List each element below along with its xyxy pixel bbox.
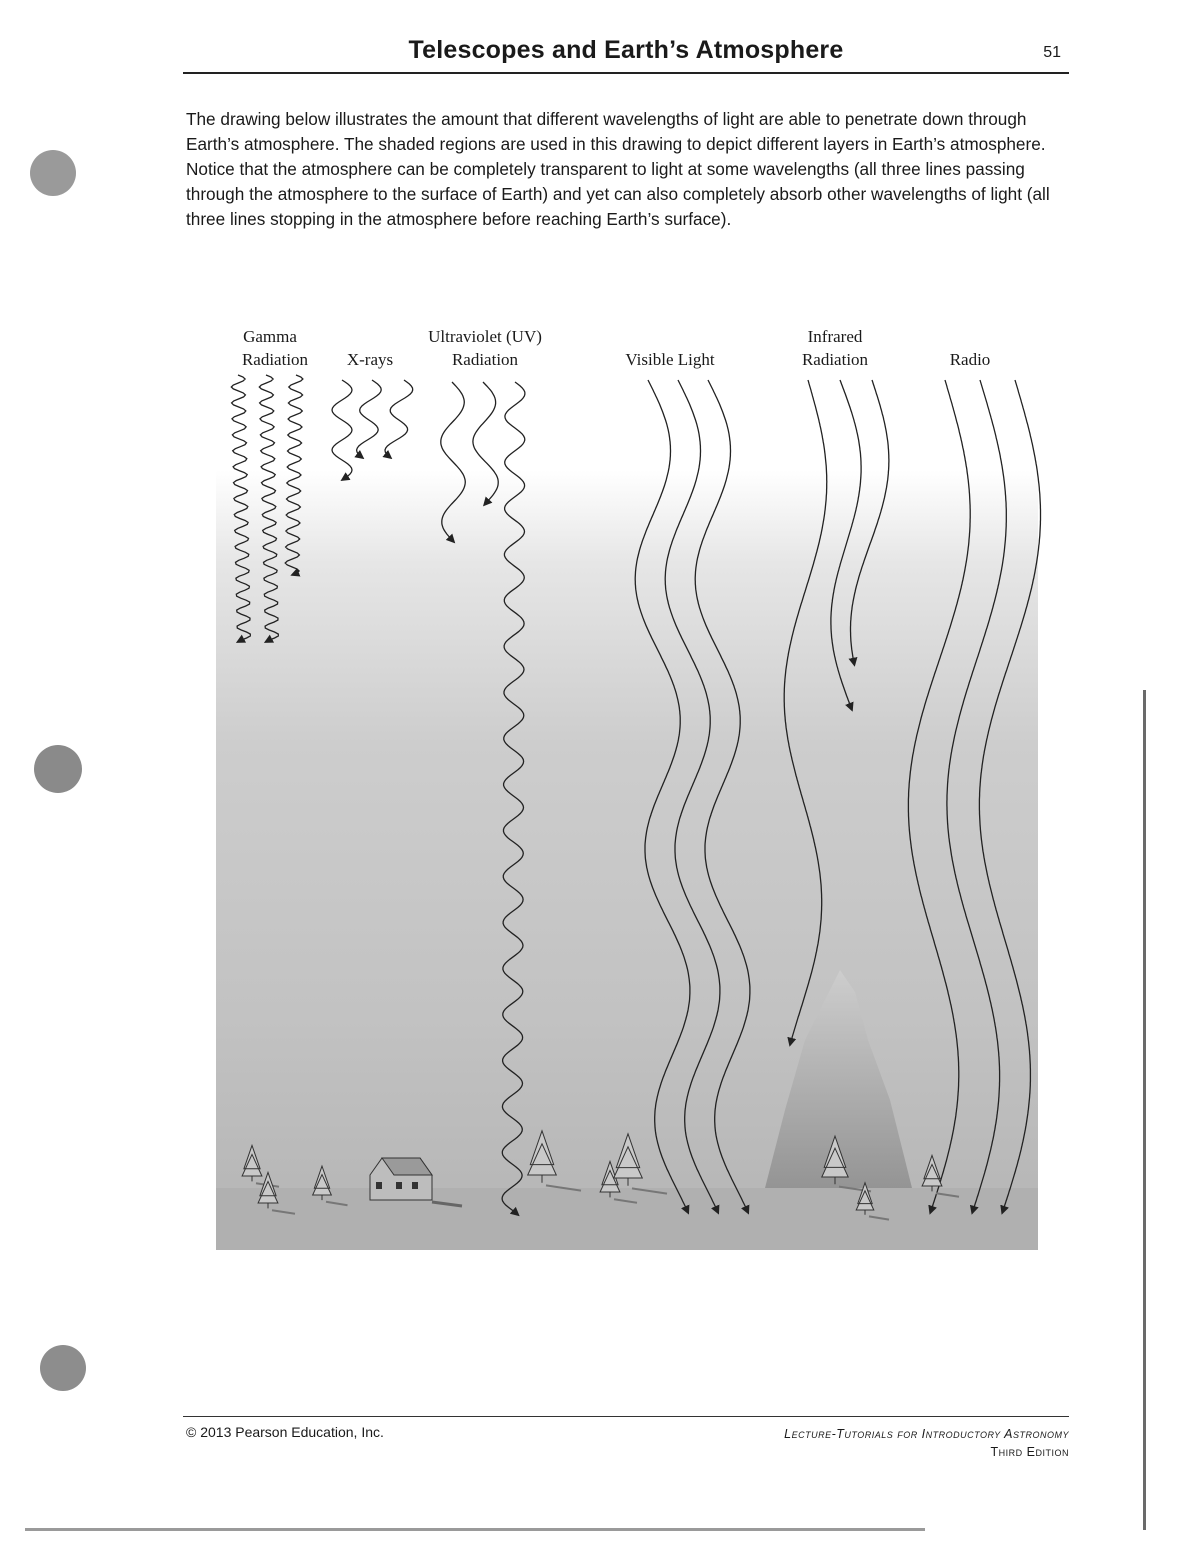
infrared-label-line1: Infrared bbox=[807, 327, 863, 346]
xray-arrow-2 bbox=[357, 380, 382, 458]
gamma-label-line1: Gamma bbox=[243, 327, 297, 346]
visible-label: Visible Light bbox=[625, 350, 715, 369]
ground-strip bbox=[216, 1188, 1038, 1250]
uv-label-line2: Radiation bbox=[451, 350, 519, 369]
scan-artifact-edge bbox=[1143, 690, 1146, 1530]
binder-hole-top bbox=[30, 150, 76, 196]
infrared-label-line2: Radiation bbox=[801, 350, 869, 369]
intro-paragraph: The drawing below illustrates the amount that different wavelengths of light are able to penetrate down through Earth’s atmosphere. The shaded regions are used in this drawing to depict different layers in Earth’s atmosphere. Notice that the atmosphere can be completely transparent to light at some wavelengths (all three lines passing through the atmosphere to the surface of Earth) and yet can also completely absorb other wavelengths of light (all three lines stopping in the atmosphere before reaching Earth’s surface). bbox=[186, 109, 1050, 229]
gamma-label-line2: Radiation bbox=[241, 350, 309, 369]
atmosphere-background bbox=[216, 470, 1038, 1250]
binder-hole-bottom bbox=[40, 1345, 86, 1391]
binder-hole-middle bbox=[34, 745, 82, 793]
scan-artifact-line bbox=[25, 1528, 925, 1531]
radio-label: Radio bbox=[949, 350, 991, 369]
book-title: Lecture-Tutorials for Introductory Astronomy bbox=[784, 1427, 1069, 1441]
xray-arrow-1 bbox=[332, 380, 352, 480]
page-header bbox=[183, 32, 1069, 74]
atmosphere-figure bbox=[200, 320, 1060, 1260]
atmosphere-diagram bbox=[200, 320, 1060, 1260]
xrays-label: X-rays bbox=[346, 350, 394, 369]
footer-rule bbox=[183, 1416, 1069, 1417]
xray-arrow-3 bbox=[385, 380, 413, 458]
page-number: 51 bbox=[1043, 44, 1061, 61]
book-edition: Third Edition bbox=[990, 1445, 1069, 1459]
uv-label-line1: Ultraviolet (UV) bbox=[428, 327, 542, 346]
page-title: Telescopes and Earth’s Atmosphere bbox=[408, 36, 844, 64]
copyright-notice: © 2013 Pearson Education, Inc. bbox=[186, 1424, 384, 1440]
